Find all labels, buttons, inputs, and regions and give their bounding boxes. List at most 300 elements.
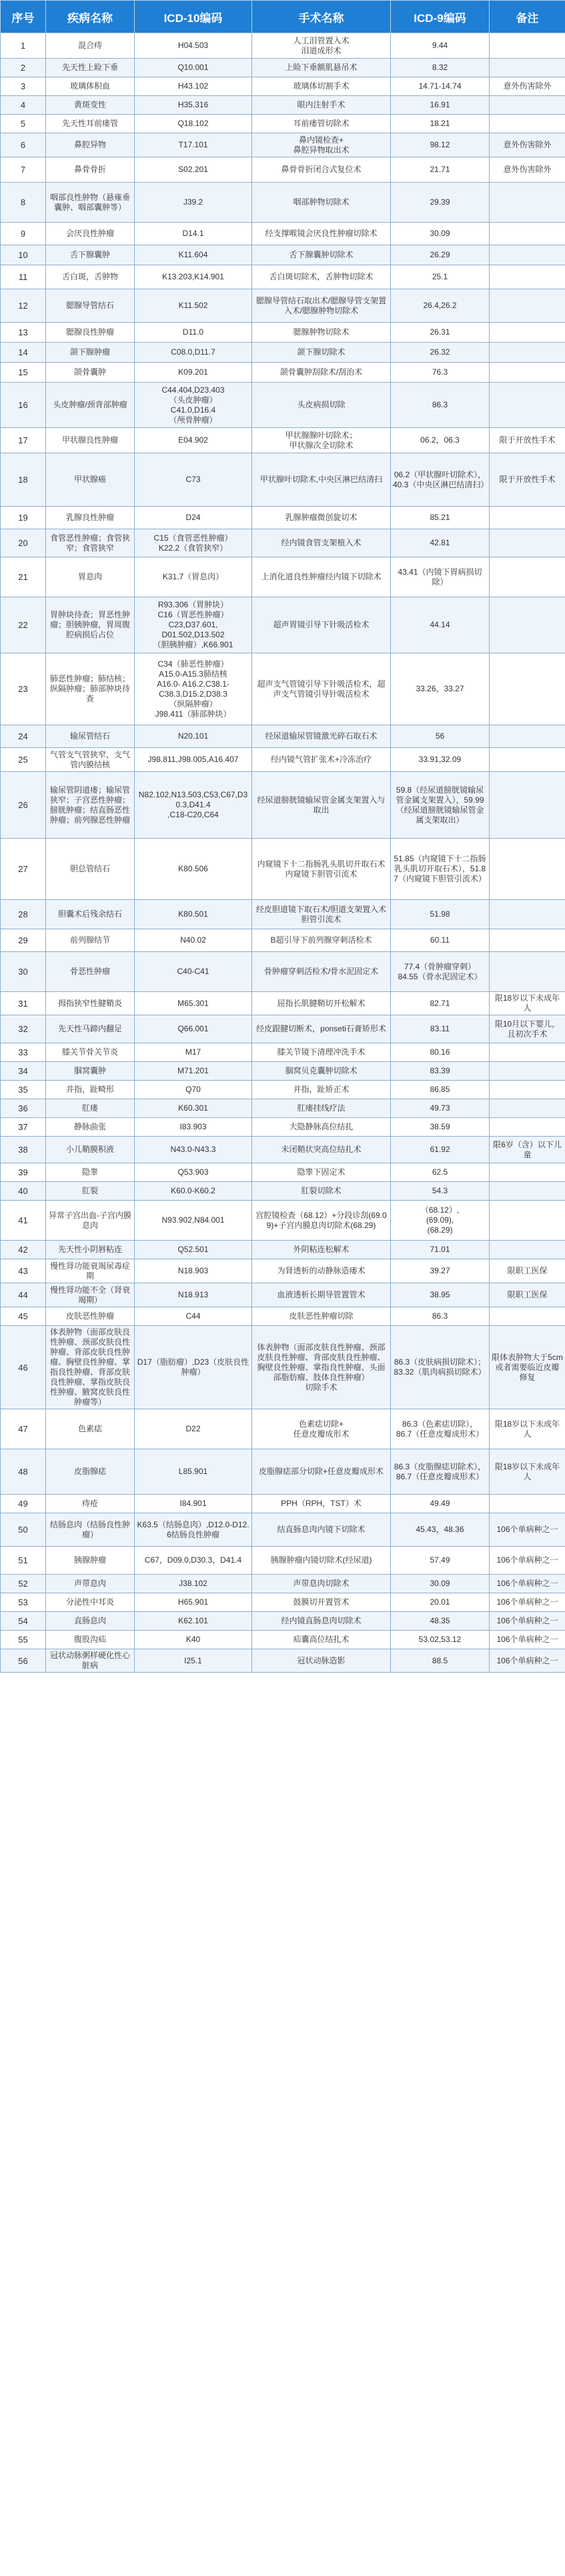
- row-surgery: 头皮病损切除: [252, 383, 391, 428]
- row-note: [490, 900, 565, 929]
- row-icd9: 62.5: [391, 1163, 490, 1182]
- row-note: [490, 597, 565, 653]
- row-icd10: K11.604: [135, 245, 252, 265]
- row-disease: 慢性肾功能不全（肾衰竭期）: [46, 1283, 135, 1307]
- row-index: 41: [1, 1201, 46, 1241]
- row-disease: 腹股沟疝: [46, 1631, 135, 1649]
- row-note: 限18岁以下未成年人: [490, 1409, 565, 1449]
- row-note: [490, 725, 565, 748]
- row-disease: 先天性上睑下垂: [46, 59, 135, 77]
- row-index: 22: [1, 597, 46, 653]
- row-index: 18: [1, 453, 46, 507]
- table-row: [1, 557, 565, 597]
- row-index: 54: [1, 1612, 46, 1631]
- row-surgery: 皮肤恶性肿瘤切除: [252, 1307, 391, 1326]
- row-disease: 腮腺导管结石: [46, 289, 135, 323]
- row-surgery: 经内镜食管支架植入术: [252, 529, 391, 557]
- row-icd10: Q70: [135, 1081, 252, 1099]
- row-icd9: 88.5: [391, 1649, 490, 1673]
- row-disease: 并指，趾畸形: [46, 1081, 135, 1099]
- row-surgery: 并指，趾矫正术: [252, 1081, 391, 1099]
- table-row: [1, 507, 565, 529]
- row-note: [490, 1099, 565, 1118]
- row-note: [490, 1182, 565, 1201]
- row-index: 34: [1, 1062, 46, 1081]
- row-index: 28: [1, 900, 46, 929]
- row-note: 意外伤害除外: [490, 77, 565, 96]
- row-icd9: 60.11: [391, 929, 490, 952]
- row-icd10: Q10.001: [135, 59, 252, 77]
- row-icd10: Q18.102: [135, 115, 252, 133]
- row-icd9: 53.02,53.12: [391, 1631, 490, 1649]
- row-disease: 肛裂: [46, 1182, 135, 1201]
- row-index: 2: [1, 59, 46, 77]
- row-icd10: K80.501: [135, 900, 252, 929]
- row-surgery: 经尿道膀胱镜输尿管金属支架置入与取出: [252, 772, 391, 839]
- table-row: [1, 1118, 565, 1137]
- row-surgery: 隐睾下固定术: [252, 1163, 391, 1182]
- table-row: [1, 653, 565, 725]
- row-icd10: K11.502: [135, 289, 252, 323]
- row-surgery: 人工泪管置入术 泪道成形术: [252, 33, 391, 59]
- row-icd10: J38.102: [135, 1575, 252, 1593]
- row-index: 55: [1, 1631, 46, 1649]
- row-index: 15: [1, 363, 46, 383]
- table-row: [1, 1201, 565, 1241]
- row-icd10: K31.7（胃息肉）: [135, 557, 252, 597]
- row-icd10: M65.301: [135, 992, 252, 1015]
- row-note: [490, 1118, 565, 1137]
- row-note: [490, 59, 565, 77]
- row-disease: 颌下腺肿瘤: [46, 343, 135, 363]
- row-icd10: N40.02: [135, 929, 252, 952]
- table-body: [1, 33, 565, 1673]
- row-icd9: 25.1: [391, 265, 490, 289]
- table-row: [1, 725, 565, 748]
- row-index: 48: [1, 1449, 46, 1495]
- row-index: 19: [1, 507, 46, 529]
- row-surgery: 腘窝贝克囊肿切除术: [252, 1062, 391, 1081]
- row-note: [490, 363, 565, 383]
- row-icd9: 30.09: [391, 1575, 490, 1593]
- row-icd10: K60.301: [135, 1099, 252, 1118]
- table-row: [1, 1513, 565, 1547]
- row-index: 1: [1, 33, 46, 59]
- row-surgery: 耳前瘘管切除术: [252, 115, 391, 133]
- row-note: [490, 343, 565, 363]
- row-note: [490, 1307, 565, 1326]
- row-surgery: 胰腺肿瘤内镜切除术(经尿道): [252, 1547, 391, 1575]
- row-icd10: C44: [135, 1307, 252, 1326]
- row-surgery: 声带息肉切除术: [252, 1575, 391, 1593]
- row-icd9: 85.21: [391, 507, 490, 529]
- row-disease: 乳腺良性肿瘤: [46, 507, 135, 529]
- row-icd10: I25.1: [135, 1649, 252, 1673]
- table-row: [1, 900, 565, 929]
- row-disease: 胃息肉: [46, 557, 135, 597]
- row-icd9: 57.49: [391, 1547, 490, 1575]
- row-icd9: 33.26，33.27: [391, 653, 490, 725]
- row-note: [490, 1062, 565, 1081]
- row-icd10: H35.316: [135, 96, 252, 115]
- row-icd9: 77.4（骨肿瘤穿刺） 84.55（骨水泥固定术）: [391, 952, 490, 992]
- row-surgery: 鼓膜切开置管术: [252, 1593, 391, 1612]
- row-disease: 先天性马蹄内翻足: [46, 1015, 135, 1043]
- row-index: 26: [1, 772, 46, 839]
- row-icd9: 98.12: [391, 133, 490, 157]
- row-surgery: 咽部肿物切除术: [252, 183, 391, 223]
- row-index: 17: [1, 428, 46, 453]
- row-note: [490, 952, 565, 992]
- row-note: 106个单病种之一: [490, 1513, 565, 1547]
- row-disease: 咽部良性肿物（悬雍垂囊肿、咽部囊肿等）: [46, 183, 135, 223]
- row-note: 限体表肿物大于5cm或者需要临近皮瓣修复: [490, 1326, 565, 1409]
- row-note: [490, 1241, 565, 1259]
- header-disease: 疾病名称: [46, 1, 135, 33]
- row-disease: 玻璃体积血: [46, 77, 135, 96]
- row-disease: 皮脂腺痣: [46, 1449, 135, 1495]
- row-note: 106个单病种之一: [490, 1547, 565, 1575]
- table-row: [1, 1649, 565, 1673]
- row-icd10: T17.101: [135, 133, 252, 157]
- row-disease: 前列腺结节: [46, 929, 135, 952]
- row-icd9: 06.2（甲状腺叶切除术），40.3（中央区淋巴结清扫）: [391, 453, 490, 507]
- row-icd10: D17（脂肪瘤）,D23（皮肤良性肿瘤）: [135, 1326, 252, 1409]
- row-note: [490, 289, 565, 323]
- row-note: 106个单病种之一: [490, 1612, 565, 1631]
- row-index: 38: [1, 1137, 46, 1163]
- row-surgery: 经内镜直肠息肉切除术: [252, 1612, 391, 1631]
- row-surgery: 宫腔镜检查（68.12）+分段诊刮(69.09)+子宫内膜息肉切除术(68.29): [252, 1201, 391, 1241]
- table-row: [1, 839, 565, 900]
- row-icd9: 48.35: [391, 1612, 490, 1631]
- row-note: [490, 115, 565, 133]
- row-icd10: K40: [135, 1631, 252, 1649]
- row-note: [490, 772, 565, 839]
- row-note: [490, 96, 565, 115]
- row-icd10: L85.901: [135, 1449, 252, 1495]
- row-icd10: H43.102: [135, 77, 252, 96]
- row-icd10: I84.901: [135, 1495, 252, 1513]
- row-index: 3: [1, 77, 46, 96]
- table-row: [1, 77, 565, 96]
- row-icd9: 76.3: [391, 363, 490, 383]
- table-row: [1, 1593, 565, 1612]
- table-row: [1, 1495, 565, 1513]
- row-note: [490, 1163, 565, 1182]
- row-icd10: M71.201: [135, 1062, 252, 1081]
- row-note: [490, 929, 565, 952]
- table-row: [1, 772, 565, 839]
- row-surgery: 经内镜气管扩张术+冷冻治疗: [252, 748, 391, 772]
- table-row: [1, 1547, 565, 1575]
- row-icd10: Q53.903: [135, 1163, 252, 1182]
- row-surgery: 经皮跟腱切断术，ponseti石膏矫形术: [252, 1015, 391, 1043]
- table-row: [1, 428, 565, 453]
- table-row: [1, 157, 565, 183]
- row-note: 限18岁以下未成年人: [490, 992, 565, 1015]
- table-row: [1, 1043, 565, 1062]
- table-row: [1, 748, 565, 772]
- row-icd9: 86.3: [391, 383, 490, 428]
- row-index: 30: [1, 952, 46, 992]
- row-note: 限10月以下婴儿，且初次手术: [490, 1015, 565, 1043]
- row-note: 106个单病种之一: [490, 1649, 565, 1673]
- row-index: 4: [1, 96, 46, 115]
- row-icd9: 86.3: [391, 1307, 490, 1326]
- row-surgery: 膝关节镜下清理冲洗手术: [252, 1043, 391, 1062]
- row-index: 31: [1, 992, 46, 1015]
- row-icd9: 33.91,32.09: [391, 748, 490, 772]
- row-disease: 混合痔: [46, 33, 135, 59]
- row-index: 37: [1, 1118, 46, 1137]
- row-icd10: H65.901: [135, 1593, 252, 1612]
- row-icd9: 42.81: [391, 529, 490, 557]
- row-disease: 色素痣: [46, 1409, 135, 1449]
- row-surgery: 腮腺肿物切除术: [252, 323, 391, 343]
- row-surgery: B超引导下前列腺穿刺活检术: [252, 929, 391, 952]
- row-icd9: 14.71-14.74: [391, 77, 490, 96]
- row-note: 106个单病种之一: [490, 1575, 565, 1593]
- row-icd10: N18.913: [135, 1283, 252, 1307]
- row-note: [490, 245, 565, 265]
- row-icd10: D24: [135, 507, 252, 529]
- row-disease: 肺恶性肿瘤；肺结核；纵隔肿瘤；肺部肿块待查: [46, 653, 135, 725]
- table-row: [1, 245, 565, 265]
- row-disease: 食管恶性肿瘤；食管狭窄；食管狭窄: [46, 529, 135, 557]
- row-surgery: 经尿道输尿管镜激光碎石取石术: [252, 725, 391, 748]
- row-icd9: 26.31: [391, 323, 490, 343]
- row-note: 限于开放性手术: [490, 453, 565, 507]
- row-icd9: 26.4,26.2: [391, 289, 490, 323]
- row-icd9: 51.98: [391, 900, 490, 929]
- row-icd9: 21.71: [391, 157, 490, 183]
- row-index: 33: [1, 1043, 46, 1062]
- row-disease: 异常子宫出血-子宫内膜息肉: [46, 1201, 135, 1241]
- row-disease: 先天性小阴唇粘连: [46, 1241, 135, 1259]
- row-note: 限6岁（含）以下儿童: [490, 1137, 565, 1163]
- row-icd10: C08.0,D11.7: [135, 343, 252, 363]
- table-row: [1, 96, 565, 115]
- row-icd9: 16.91: [391, 96, 490, 115]
- row-index: 49: [1, 1495, 46, 1513]
- row-index: 5: [1, 115, 46, 133]
- row-disease: 分泌性中耳炎: [46, 1593, 135, 1612]
- row-note: [490, 839, 565, 900]
- row-disease: 隐睾: [46, 1163, 135, 1182]
- row-index: 16: [1, 383, 46, 428]
- row-icd10: D14.1: [135, 223, 252, 245]
- row-note: 限于开放性手术: [490, 428, 565, 453]
- row-disease: 胰腺肿瘤: [46, 1547, 135, 1575]
- table-row: [1, 1015, 565, 1043]
- row-icd10: D11.0: [135, 323, 252, 343]
- row-surgery: 颌下腺切除术: [252, 343, 391, 363]
- row-icd10: N93.902,N84.001: [135, 1201, 252, 1241]
- row-disease: 小儿鞘膜积液: [46, 1137, 135, 1163]
- table-row: [1, 1283, 565, 1307]
- row-icd10: C34（肺恶性肿瘤） A15.0-A15.3肺结核 A16.0- A16.2,C38.1- C38.3,D15.2,D38.3 （纵隔肿瘤） J98.411（肺部肿块）: [135, 653, 252, 725]
- table-row: [1, 1449, 565, 1495]
- row-icd10: K13.203,K14.901: [135, 265, 252, 289]
- table-row: [1, 1259, 565, 1283]
- table-row: [1, 597, 565, 653]
- row-disease: 声带息肉: [46, 1575, 135, 1593]
- row-icd9: 56: [391, 725, 490, 748]
- row-icd10: Q52.501: [135, 1241, 252, 1259]
- row-surgery: PPH（RPH，TST）术: [252, 1495, 391, 1513]
- row-disease: 结肠息肉（结肠良性肿瘤）: [46, 1513, 135, 1547]
- row-icd10: K62.101: [135, 1612, 252, 1631]
- table-row: [1, 59, 565, 77]
- table-row: [1, 453, 565, 507]
- row-note: [490, 1201, 565, 1241]
- row-surgery: 肛裂切除术: [252, 1182, 391, 1201]
- row-icd9: （68.12）, (69.09), (68.29): [391, 1201, 490, 1241]
- row-icd9: 61.92: [391, 1137, 490, 1163]
- row-disease: 舌下腺囊肿: [46, 245, 135, 265]
- row-surgery: 上消化道良性肿瘤经内镜下切除术: [252, 557, 391, 597]
- row-icd10: M17: [135, 1043, 252, 1062]
- row-index: 23: [1, 653, 46, 725]
- row-disease: 骨恶性肿瘤: [46, 952, 135, 992]
- row-icd9: 49.49: [391, 1495, 490, 1513]
- row-index: 8: [1, 183, 46, 223]
- table-row: [1, 1163, 565, 1182]
- row-surgery: 内窥镜下十二指肠乳头肌切开取石术内窥镜下胆管引流术: [252, 839, 391, 900]
- row-icd9: 38.95: [391, 1283, 490, 1307]
- row-surgery: 疝囊高位结扎术: [252, 1631, 391, 1649]
- table-row: [1, 1631, 565, 1649]
- table-row: [1, 383, 565, 428]
- row-icd10: C67，D09.0,D30.3，D41.4: [135, 1547, 252, 1575]
- row-icd10: N82.102,N13.503,C53,C67,D30.3,D41.4 ,C18-C20,C64: [135, 772, 252, 839]
- row-index: 12: [1, 289, 46, 323]
- row-icd9: 38.59: [391, 1118, 490, 1137]
- row-disease: 胆囊术后残余结石: [46, 900, 135, 929]
- row-disease: 冠状动脉粥样硬化性心脏病: [46, 1649, 135, 1673]
- row-surgery: 未闭鞘状突高位结扎术: [252, 1137, 391, 1163]
- row-index: 20: [1, 529, 46, 557]
- table-row: [1, 1612, 565, 1631]
- row-icd9: 71.01: [391, 1241, 490, 1259]
- row-disease: 痔疮: [46, 1495, 135, 1513]
- table-row: [1, 223, 565, 245]
- row-index: 14: [1, 343, 46, 363]
- row-icd9: 83.11: [391, 1015, 490, 1043]
- row-icd9: 20.01: [391, 1593, 490, 1612]
- row-note: [490, 507, 565, 529]
- row-surgery: 鼻内镜检查+ 鼻腔异物取出术: [252, 133, 391, 157]
- row-icd10: K80.506: [135, 839, 252, 900]
- table-row: [1, 363, 565, 383]
- table-row: [1, 1307, 565, 1326]
- row-index: 46: [1, 1326, 46, 1409]
- row-disease: 黄斑变性: [46, 96, 135, 115]
- row-disease: 慢性肾功能衰竭尿毒症期: [46, 1259, 135, 1283]
- row-disease: 鼻骨骨折: [46, 157, 135, 183]
- row-surgery: 舌白斑切除术，舌肿物切除术: [252, 265, 391, 289]
- row-disease: 膝关节骨关节炎: [46, 1043, 135, 1062]
- row-icd9: 86.3（色素痣切除）， 86.7（任意皮瓣成形术）: [391, 1409, 490, 1449]
- row-icd10: C15（食管恶性肿瘤） K22.2（食管狭窄）: [135, 529, 252, 557]
- row-note: 106个单病种之一: [490, 1631, 565, 1649]
- table-header-row: [1, 1, 565, 33]
- row-index: 32: [1, 1015, 46, 1043]
- row-disease: 直肠息肉: [46, 1612, 135, 1631]
- table-row: [1, 1137, 565, 1163]
- row-note: [490, 748, 565, 772]
- row-surgery: 为肾透析的动静脉造瘘术: [252, 1259, 391, 1283]
- row-index: 40: [1, 1182, 46, 1201]
- row-icd10: R93.306（胃肿块） C16（胃恶性肿瘤） C23,D37.601, D01.502,D13.502 （胆胰肿瘤）,K66.901: [135, 597, 252, 653]
- header-index: 序号: [1, 1, 46, 33]
- table-row: [1, 1081, 565, 1099]
- row-note: [490, 383, 565, 428]
- row-index: 36: [1, 1099, 46, 1118]
- row-surgery: 经支撑喉镜会厌良性肿瘤切除术: [252, 223, 391, 245]
- row-index: 50: [1, 1513, 46, 1547]
- row-index: 39: [1, 1163, 46, 1182]
- row-disease: 鼻腔异物: [46, 133, 135, 157]
- header-icd10: ICD-10编码: [135, 1, 252, 33]
- row-note: [490, 323, 565, 343]
- table-row: [1, 1241, 565, 1259]
- row-icd9: 86.85: [391, 1081, 490, 1099]
- row-note: 限职工医保: [490, 1259, 565, 1283]
- row-note: [490, 223, 565, 245]
- row-disease: 拇指狭窄性腱鞘炎: [46, 992, 135, 1015]
- row-note: 意外伤害除外: [490, 133, 565, 157]
- row-surgery: 大隐静脉高位结扎: [252, 1118, 391, 1137]
- row-index: 13: [1, 323, 46, 343]
- header-note: 备注: [490, 1, 565, 33]
- header-icd9: ICD-9编码: [391, 1, 490, 33]
- table-row: [1, 33, 565, 59]
- table-row: [1, 1409, 565, 1449]
- table-row: [1, 1182, 565, 1201]
- row-icd9: 45.43，48.36: [391, 1513, 490, 1547]
- row-index: 27: [1, 839, 46, 900]
- table-row: [1, 343, 565, 363]
- row-surgery: 体表肿物（面部皮肤良性肿瘤、颈部皮肤良性肿瘤、背部皮肤良性肿瘤、胸壁良性肿瘤、掌指良性肿瘤、头面部脂肪瘤、肢体良性肿瘤） 切除手术: [252, 1326, 391, 1409]
- row-disease: 颌骨囊肿: [46, 363, 135, 383]
- row-surgery: 经皮胆道镜下取石术/胆道支架置入术胆管引流术: [252, 900, 391, 929]
- row-index: 44: [1, 1283, 46, 1307]
- row-icd10: H04.503: [135, 33, 252, 59]
- row-surgery: 乳腺肿瘤微创旋切术: [252, 507, 391, 529]
- row-icd9: 54.3: [391, 1182, 490, 1201]
- row-surgery: 冠状动脉造影: [252, 1649, 391, 1673]
- row-icd9: 39.27: [391, 1259, 490, 1283]
- row-disease: 胃肿块待查；胃恶性肿瘤；胆胰肿瘤，胃周腹腔病损后占位: [46, 597, 135, 653]
- row-surgery: 鼻骨骨折闭合式复位术: [252, 157, 391, 183]
- row-icd9: 18.21: [391, 115, 490, 133]
- row-note: [490, 529, 565, 557]
- row-disease: 静脉曲张: [46, 1118, 135, 1137]
- row-disease: 气管支气管狭窄，支气管内膜结核: [46, 748, 135, 772]
- row-index: 53: [1, 1593, 46, 1612]
- row-icd10: E04.902: [135, 428, 252, 453]
- row-icd9: 29.39: [391, 183, 490, 223]
- table-row: [1, 1575, 565, 1593]
- table-row: [1, 115, 565, 133]
- row-icd9: 86.3（皮肤病损切除术）；83.32（肌肉病损切除术）: [391, 1326, 490, 1409]
- row-surgery: 甲状腺腺叶切除术； 甲状腺次全切除术: [252, 428, 391, 453]
- row-surgery: 腮腺导管结石取出术/腮腺导管支架置入术/腮腺肿物切除术: [252, 289, 391, 323]
- row-surgery: 屈指长肌腱鞘切开松解术: [252, 992, 391, 1015]
- row-surgery: 肛瘘挂线疗法: [252, 1099, 391, 1118]
